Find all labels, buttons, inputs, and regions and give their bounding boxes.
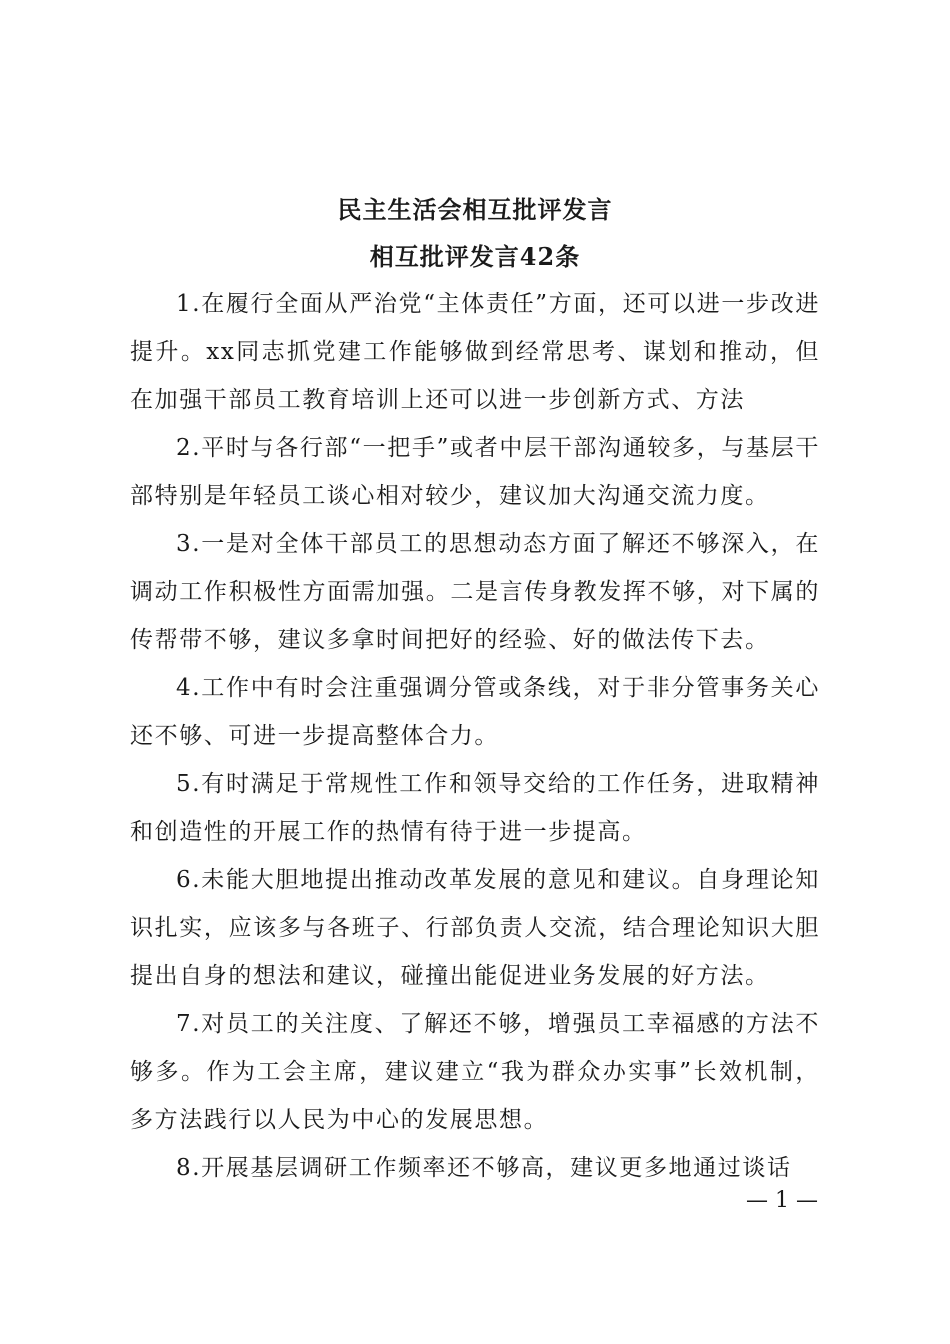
paragraph-3: 3.一是对全体干部员工的思想动态方面了解还不够深入，在调动工作积极性方面需加强。二是言传身教发挥不够，对下属的传帮带不够，建议多拿时间把好的经验、好的做法传下去。 [130,531,820,653]
document-body [130,280,820,1192]
paragraph-8: 8.开展基层调研工作频率还不够高，建议更多地通过谈话 [176,1155,792,1181]
paragraph-1: 1.在履行全面从严治党“主体责任”方面，还可以进一步改进提升。xx同志抓党建工作能够做到经常思考、谋划和推动，但在加强干部员工教育培训上还可以进一步创新方式、方法 [130,291,820,413]
paragraph-7: 7.对员工的关注度、了解还不够，增强员工幸福感的方法不够多。作为工会主席，建议建立“我为群众办实事”长效机制，多方法践行以人民为中心的发展思想。 [130,1011,820,1133]
document-subtitle: 相互批评发言42条 [369,242,581,271]
paragraph-6: 6.未能大胆地提出推动改革发展的意见和建议。自身理论知识扎实，应该多与各班子、行部负责人交流，结合理论知识大胆提出自身的想法和建议，碰撞出能促进业务发展的好方法。 [130,867,820,989]
document-title: 民主生活会相互批评发言 [337,195,613,224]
paragraph-4: 4.工作中有时会注重强调分管或条线，对于非分管事务关心还不够、可进一步提高整体合力。 [130,675,820,749]
page-number: — 1 — [746,1188,818,1213]
paragraph-2: 2.平时与各行部“一把手”或者中层干部沟通较多，与基层干部特别是年轻员工谈心相对较少，建议加大沟通交流力度。 [130,435,820,509]
paragraph-5: 5.有时满足于常规性工作和领导交给的工作任务，进取精神和创造性的开展工作的热情有待于进一步提高。 [130,771,820,845]
